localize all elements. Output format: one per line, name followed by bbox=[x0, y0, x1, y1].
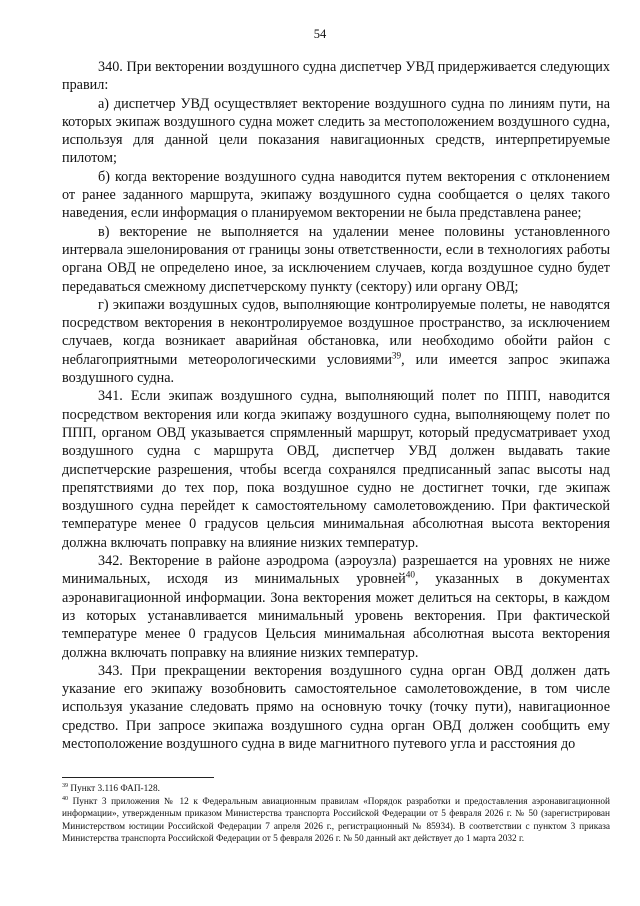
paragraph-text: 341. Если экипаж воздушного судна, выполняющий полет по ППП, наводится посредством векторения или когда экипажу воздушного судна, выполняющему полет по ППП, органом ОВД указывается спрямленный маршрут, который предусматривает уход воздушного судна с маршрута ОВД, диспетчер УВД должен выдавать такие диспетчерские разрешения, чтобы всегда сохранялся предписанный запас высоты над препятствиями до тех пор, пока воздушное судно не достигнет точки, где экипаж воздушного судна перейдет к самостоятельному самолетовождению. При фактической температуре менее 0 градусов цельсия минимальная абсолютная высота векторения должна включать поправку на влияние низких температур. bbox=[62, 388, 610, 551]
footnote-text: Пункт 3 приложения № 12 к Федеральным авиационным правилам «Порядок разработки и предоставления аэронавигационной информации», утвержденным приказом Министерства транспорта Российской Федерации от 5 февраля 2026 г. № 50 (зарегистрирован Министерством юстиции Российской Федерации 7 апреля 2026 г., регистрационный № 85934). В соответствии с пунктом 3 приказа Министерства транспорта Российской Федерации от 5 февраля 2026 г. № 50 данный акт действует до 1 марта 2032 г. bbox=[62, 796, 610, 845]
footnote-mark: 39 bbox=[62, 782, 69, 789]
paragraph-341 bbox=[62, 387, 610, 552]
footnote-40 bbox=[62, 796, 610, 846]
paragraph-340-v bbox=[62, 223, 610, 296]
footnotes bbox=[62, 783, 610, 846]
paragraph-text: в) векторение не выполняется на удалении менее половины установленного интервала эшелонирования от границы зоны ответственности, если в технологиях работы органа ОВД не определено иное, за исключением случаев, когда воздушное судно будет передаваться смежному диспетчерскому пункту (сектору) или органу ОВД; bbox=[62, 223, 610, 295]
footnote-mark: 40 bbox=[62, 795, 69, 802]
paragraph-340-a bbox=[62, 95, 610, 168]
paragraph-text: г) экипажи воздушных судов, выполняющие контролируемые полеты, не наводятся посредством векторения в неконтролируемое воздушное пространство, за исключением случаев, когда возникает аварийная обстановка, или необходимо обойти район с неблагоприятными метеорологическими условиями bbox=[62, 296, 610, 368]
paragraph-340-b bbox=[62, 168, 610, 223]
paragraph-343 bbox=[62, 662, 610, 753]
document-body bbox=[62, 58, 610, 753]
footnote-ref-39[interactable]: 39 bbox=[391, 350, 402, 361]
paragraph-text: 340. При векторении воздушного судна диспетчер УВД придерживается следующих правил: bbox=[62, 59, 610, 94]
paragraph-342 bbox=[62, 552, 610, 662]
paragraph-340-g bbox=[62, 296, 610, 387]
paragraph-text: б) когда векторение воздушного судна наводится путем векторения с отклонением от ранее заданного маршрута, экипажу воздушного судна сообщается о целях такого наведения, если информация о планируемом векторении не была представлена ранее; bbox=[62, 168, 610, 222]
paragraph-text: а) диспетчер УВД осуществляет векторение воздушного судна по линиям пути, на которых экипаж воздушного судна может следить за местоположением воздушного судна, используя для данной цели показания навигационных средств, интерпретируемые пилотом; bbox=[62, 95, 610, 167]
footnote-ref-40[interactable]: 40 bbox=[405, 569, 415, 580]
page-number: 54 bbox=[313, 27, 327, 41]
paragraph-text: , указанных в документах аэронавигационной информации. Зона векторения может делиться на секторы, в каждом из которых устанавливается минимальный уровень векторения. При фактической температуре менее 0 градусов Цельсия минимальная абсолютная высота векторения должна включать поправку на влияние низких температур. bbox=[62, 571, 610, 661]
paragraph-text: 342. Векторение в районе аэродрома (аэроузла) разрешается на уровнях не ниже минимальных, исходя из минимальных уровней bbox=[62, 553, 610, 588]
footnote-divider bbox=[62, 777, 214, 778]
footnote-text: Пункт 3.116 ФАП-128. bbox=[68, 784, 160, 794]
footnote-39 bbox=[62, 783, 610, 796]
paragraph-340-intro bbox=[62, 58, 610, 95]
paragraph-text: , или имеется запрос экипажа воздушного судна. bbox=[62, 351, 610, 387]
paragraph-text: 343. При прекращении векторения воздушного судна орган ОВД должен дать указание его экипажу возобновить самостоятельное самолетовождение, в том числе используя указание следовать прямо на основную точку (точку пути), навигационное средство. При запросе экипажа воздушного судна орган ОВД должен сообщить ему местоположение воздушного судна в виде магнитного путевого угла и расстояния до bbox=[62, 662, 610, 752]
